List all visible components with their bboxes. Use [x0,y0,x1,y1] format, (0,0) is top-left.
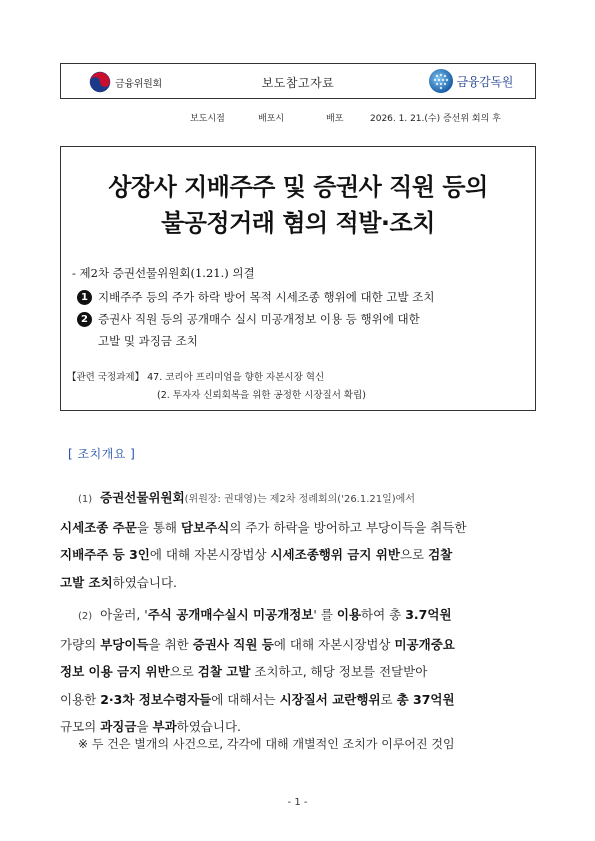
subpoint-2-text-line1: 증권사 직원 등의 공개매수 실시 미공개정보 이용 등 행위에 대한 [98,312,420,326]
page-number: - 1 - [287,797,308,808]
distribution-value: 2026. 1. 21.(수) 증선위 회의 후 [370,114,501,124]
fss-logo [428,68,513,94]
distribution-label: 배포 [326,114,344,124]
fss-globe-icon [428,68,454,94]
footnote-note: ※ 두 건은 별개의 사건으로, 각각에 대해 개별적인 조치가 이루어진 것임 [78,737,455,751]
section-heading: [ 조치개요 ] [68,447,136,461]
subpoint-2-number: 2 [77,312,92,327]
press-header [60,63,536,99]
release-time-value: 배포시 [258,114,285,124]
title-line-1: 상장사 지배주주 및 증권사 직원 등의 [108,173,488,201]
subpoint-intro: - 제2차 증권선물위원회(1.21.) 의결 [72,266,255,280]
right-org-name: 금융감독원 [456,74,513,89]
subpoint-2-text-line2: 고발 및 과징금 조치 [98,334,198,348]
paragraph-2: (2) 아울러, '주식 공개매수실시 미공개정보' 를 이용하여 총 3.7억원 가량의 부당이득을 취한 증권사 직원 등에 대해 자본시장법상 미공개중요 정보 이용 금지 위반으로 검찰 고발 조치하고, 해당 정보를 전달받아 이용한 2·3차 정보수령자들에 대해서는 시장질서 교란행위로 총 37억원 규모의 과징금을 부과하였습니다. [60,607,455,734]
paragraph-1: (1) 증권선물위원회(위원장: 권대영)는 제2차 정례회의('26.1.21일)에서 시세조종 주문을 통해 담보주식의 주가 하락을 방어하고 부당이득을 취득한 지배주주 등 3인에 대해 자본시장법상 시세조종행위 금지 위반으로 검찰 고발 조치하였습니다. [60,490,467,590]
policy-task-line-2: (2. 투자자 신뢰회복을 위한 공정한 시장질서 확립) [157,390,366,401]
left-org-name: 금융위원회 [115,78,162,90]
subpoint-1-text: 지배주주 등의 주가 하락 방어 목적 시세조종 행위에 대한 고발 조치 [98,290,435,304]
title-box [60,146,536,411]
subpoint-1 [77,289,435,305]
title-line-2: 불공정거래 혐의 적발·조치 [161,209,435,237]
release-time-label: 보도시점 [190,114,225,124]
policy-task-line-1: 【관련 국정과제】 47. 코리아 프리미엄을 향한 자본시장 혁신 [67,372,325,383]
subpoint-1-number: 1 [77,290,92,305]
doc-type: 보도참고자료 [261,76,335,90]
subpoint-2 [77,311,420,327]
